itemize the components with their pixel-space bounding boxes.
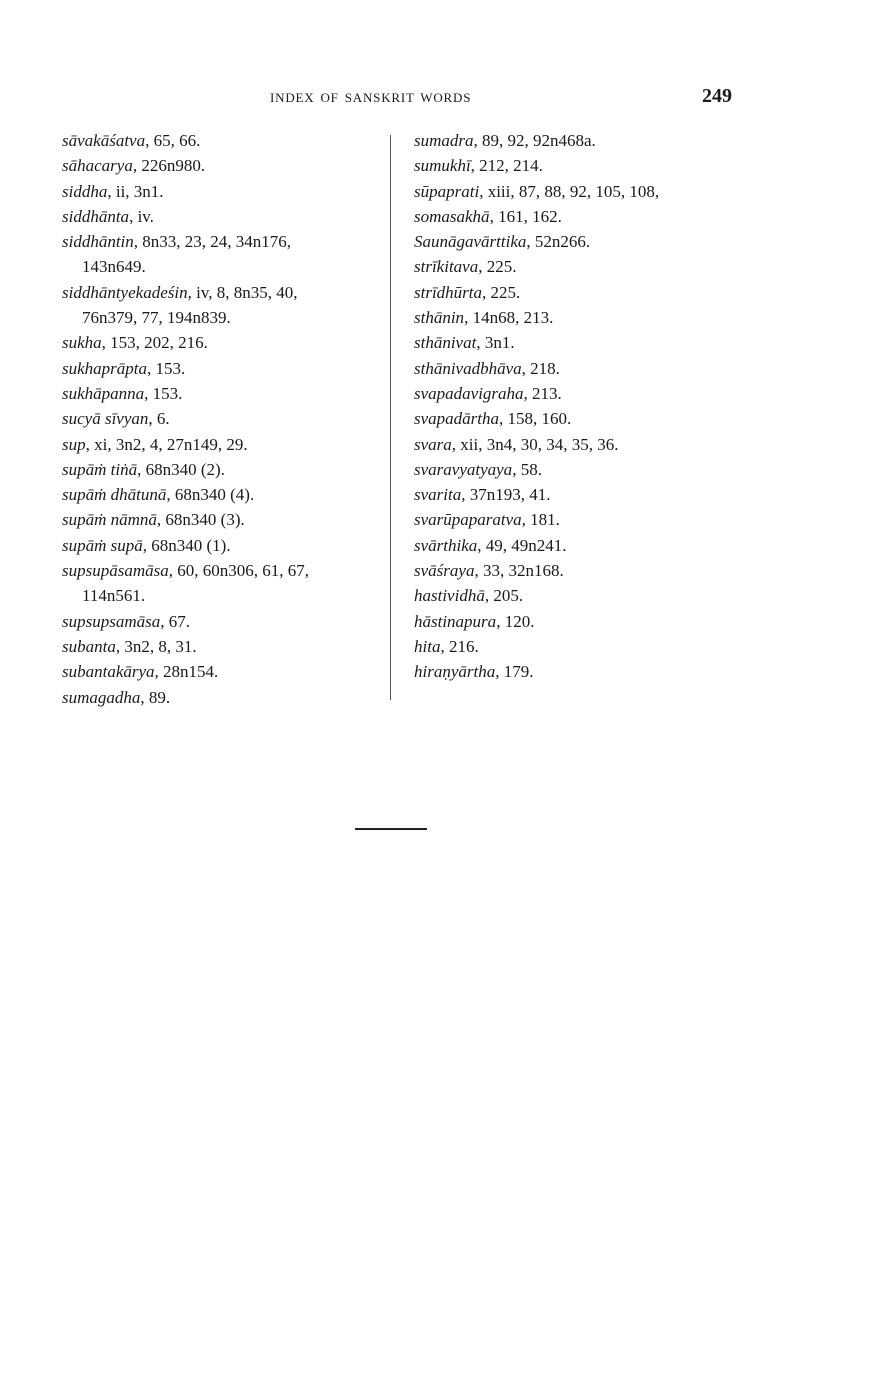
entry-headword: sup [62, 434, 86, 454]
entry-references: , 52n266. [526, 232, 591, 252]
entry-references: , 225. [478, 257, 517, 277]
entry-references: , 3n1. [476, 333, 515, 353]
index-entry-continuation [62, 254, 392, 279]
entry-references: , 218. [521, 358, 560, 378]
entry-references: , 65, 66. [145, 131, 201, 150]
entry-headword: sthānivadbhāva [414, 358, 522, 378]
entry-references: , 212, 214. [470, 156, 543, 176]
index-entry [414, 305, 804, 330]
index-entry [414, 457, 804, 482]
entry-headword: supsupsamāsa [62, 611, 161, 631]
index-column-left [62, 128, 392, 710]
entry-headword: somasakhā [414, 206, 490, 226]
entry-references: 143n649. [82, 257, 146, 277]
index-entry [62, 330, 392, 355]
entry-references: , xi, 3n2, 4, 27n149, 29. [85, 434, 248, 454]
entry-references: , 120. [496, 611, 535, 631]
entry-headword: sukhāpanna [62, 383, 145, 403]
entry-headword: supāṁ nāmnā [62, 510, 157, 530]
entry-references: , 153. [147, 358, 186, 378]
index-entry [414, 634, 804, 659]
index-entry [62, 685, 392, 710]
index-entry [414, 254, 804, 279]
entry-headword: sucyā sīvyan [62, 409, 149, 429]
entry-references: , iv. [129, 206, 154, 226]
entry-references: 76n379, 77, 194n839. [82, 308, 231, 328]
index-entry [414, 128, 804, 153]
entry-references: , 158, 160. [499, 409, 572, 429]
entry-references: , 216. [440, 636, 479, 656]
entry-references: , 68n340 (4). [166, 485, 255, 505]
index-entry-continuation [62, 583, 392, 608]
entry-headword: hastividhā [414, 586, 485, 606]
entry-headword: sukha [62, 333, 102, 353]
entry-references: , 6. [148, 409, 170, 429]
index-entry [414, 507, 804, 532]
index-entry [62, 280, 392, 305]
index-entry [414, 330, 804, 355]
entry-headword: sūpaprati [414, 181, 480, 201]
index-entry [62, 659, 392, 684]
entry-headword: Saunāgavārttika [414, 232, 527, 252]
entry-headword: svapadavigraha [414, 383, 524, 403]
entry-references: , 89, 92, 92n468a. [473, 131, 596, 150]
index-entry [62, 406, 392, 431]
entry-references: , 37n193, 41. [461, 485, 551, 505]
index-entry [62, 432, 392, 457]
index-entry [414, 533, 804, 558]
index-entry [62, 533, 392, 558]
entry-headword: sukhaprāpta [62, 358, 147, 378]
entry-references: , 33, 32n168. [474, 561, 564, 581]
entry-headword: supāṁ dhātunā [62, 485, 167, 505]
index-entry [62, 558, 392, 583]
entry-references: , 67. [160, 611, 190, 631]
index-entry [62, 229, 392, 254]
entry-references: , 225. [482, 282, 521, 302]
entry-headword: sumukhī [414, 156, 471, 176]
index-entry [414, 659, 804, 684]
entry-references: , 68n340 (3). [156, 510, 245, 530]
entry-references: , xii, 3n4, 30, 34, 35, 36. [451, 434, 619, 454]
entry-references: , 161, 162. [489, 206, 562, 226]
running-header: INDEX OF SANSKRIT WORDS [270, 90, 472, 105]
index-entry [414, 482, 804, 507]
entry-headword: strīdhūrta [414, 282, 483, 302]
index-entry [414, 558, 804, 583]
entry-references: , 226n980. [132, 156, 206, 176]
entry-headword: sāhacarya [62, 156, 133, 176]
entry-references: , 8n33, 23, 24, 34n176, [133, 232, 292, 252]
entry-references: , 153, 202, 216. [101, 333, 208, 353]
entry-headword: hiraṇyārtha [414, 662, 496, 682]
end-rule [355, 828, 427, 830]
entry-headword: sāvakāśatva [62, 131, 146, 150]
index-entry [62, 634, 392, 659]
index-entry [414, 153, 804, 178]
entry-references: , 68n340 (2). [137, 459, 225, 479]
index-entry [414, 432, 804, 457]
entry-references: , 213. [523, 383, 562, 403]
entry-references: , 68n340 (1). [142, 535, 231, 555]
index-entry [414, 280, 804, 305]
entry-headword: svāśraya [414, 561, 475, 581]
entry-headword: sumadra [414, 131, 474, 150]
entry-references: , 28n154. [154, 662, 219, 682]
entry-references: , 89. [140, 687, 171, 707]
index-entry [414, 381, 804, 406]
index-entry [62, 507, 392, 532]
index-entry [414, 356, 804, 381]
entry-headword: supsupāsamāsa [62, 561, 169, 581]
entry-references: , 58. [512, 459, 542, 479]
entry-references: , 49, 49n241. [477, 535, 567, 555]
entry-references: , 14n68, 213. [464, 308, 554, 328]
entry-references: , 205. [484, 586, 524, 606]
index-entry [62, 381, 392, 406]
entry-headword: strīkitava [414, 257, 479, 277]
entry-headword: siddha [62, 181, 108, 201]
entry-references: , 60, 60n306, 61, 67, [168, 561, 309, 581]
index-entry [62, 457, 392, 482]
index-entry [62, 482, 392, 507]
entry-headword: subantakārya [62, 662, 155, 682]
entry-headword: siddhāntin [62, 232, 134, 252]
entry-headword: svarūpaparatva [414, 510, 522, 530]
entry-headword: subanta [62, 636, 116, 656]
index-entry [62, 153, 392, 178]
index-entry [62, 179, 392, 204]
entry-headword: svaravyatyaya [414, 459, 513, 479]
entry-headword: svarita [414, 485, 462, 505]
entry-references: 114n561. [82, 586, 146, 606]
index-entry-continuation [62, 305, 392, 330]
index-entry [414, 204, 804, 229]
index-entry [62, 356, 392, 381]
entry-headword: svara [414, 434, 452, 454]
entry-headword: sthānivat [414, 333, 477, 353]
entry-headword: sumagadha [62, 687, 141, 707]
index-entry [62, 128, 392, 153]
entry-references: , 181. [521, 510, 560, 530]
index-entry [414, 609, 804, 634]
entry-headword: sthānin [414, 308, 465, 328]
index-entry [62, 609, 392, 634]
index-entry [414, 406, 804, 431]
entry-headword: siddhāntyekadeśin [62, 282, 188, 302]
page-number: 249 [702, 85, 732, 107]
index-entry [414, 583, 804, 608]
entry-headword: supāṁ tiṅā [62, 459, 138, 479]
entry-references: , 153. [144, 383, 183, 403]
index-column-right [414, 128, 804, 685]
index-entry [414, 229, 804, 254]
entry-headword: supāṁ supā [62, 535, 143, 555]
index-entry [414, 179, 804, 204]
entry-headword: hita [414, 636, 441, 656]
entry-references: , iv, 8, 8n35, 40, [187, 282, 298, 302]
entry-references: , 3n2, 8, 31. [115, 636, 197, 656]
entry-headword: hāstinapura [414, 611, 497, 631]
entry-references: , 179. [495, 662, 534, 682]
column-divider [390, 135, 391, 700]
entry-references: , xiii, 87, 88, 92, 105, 108, [479, 181, 660, 201]
index-entry [62, 204, 392, 229]
entry-headword: svapadārtha [414, 409, 499, 429]
entry-headword: svārthika [414, 535, 478, 555]
entry-references: , ii, 3n1. [107, 181, 164, 201]
entry-headword: siddhānta [62, 206, 130, 226]
